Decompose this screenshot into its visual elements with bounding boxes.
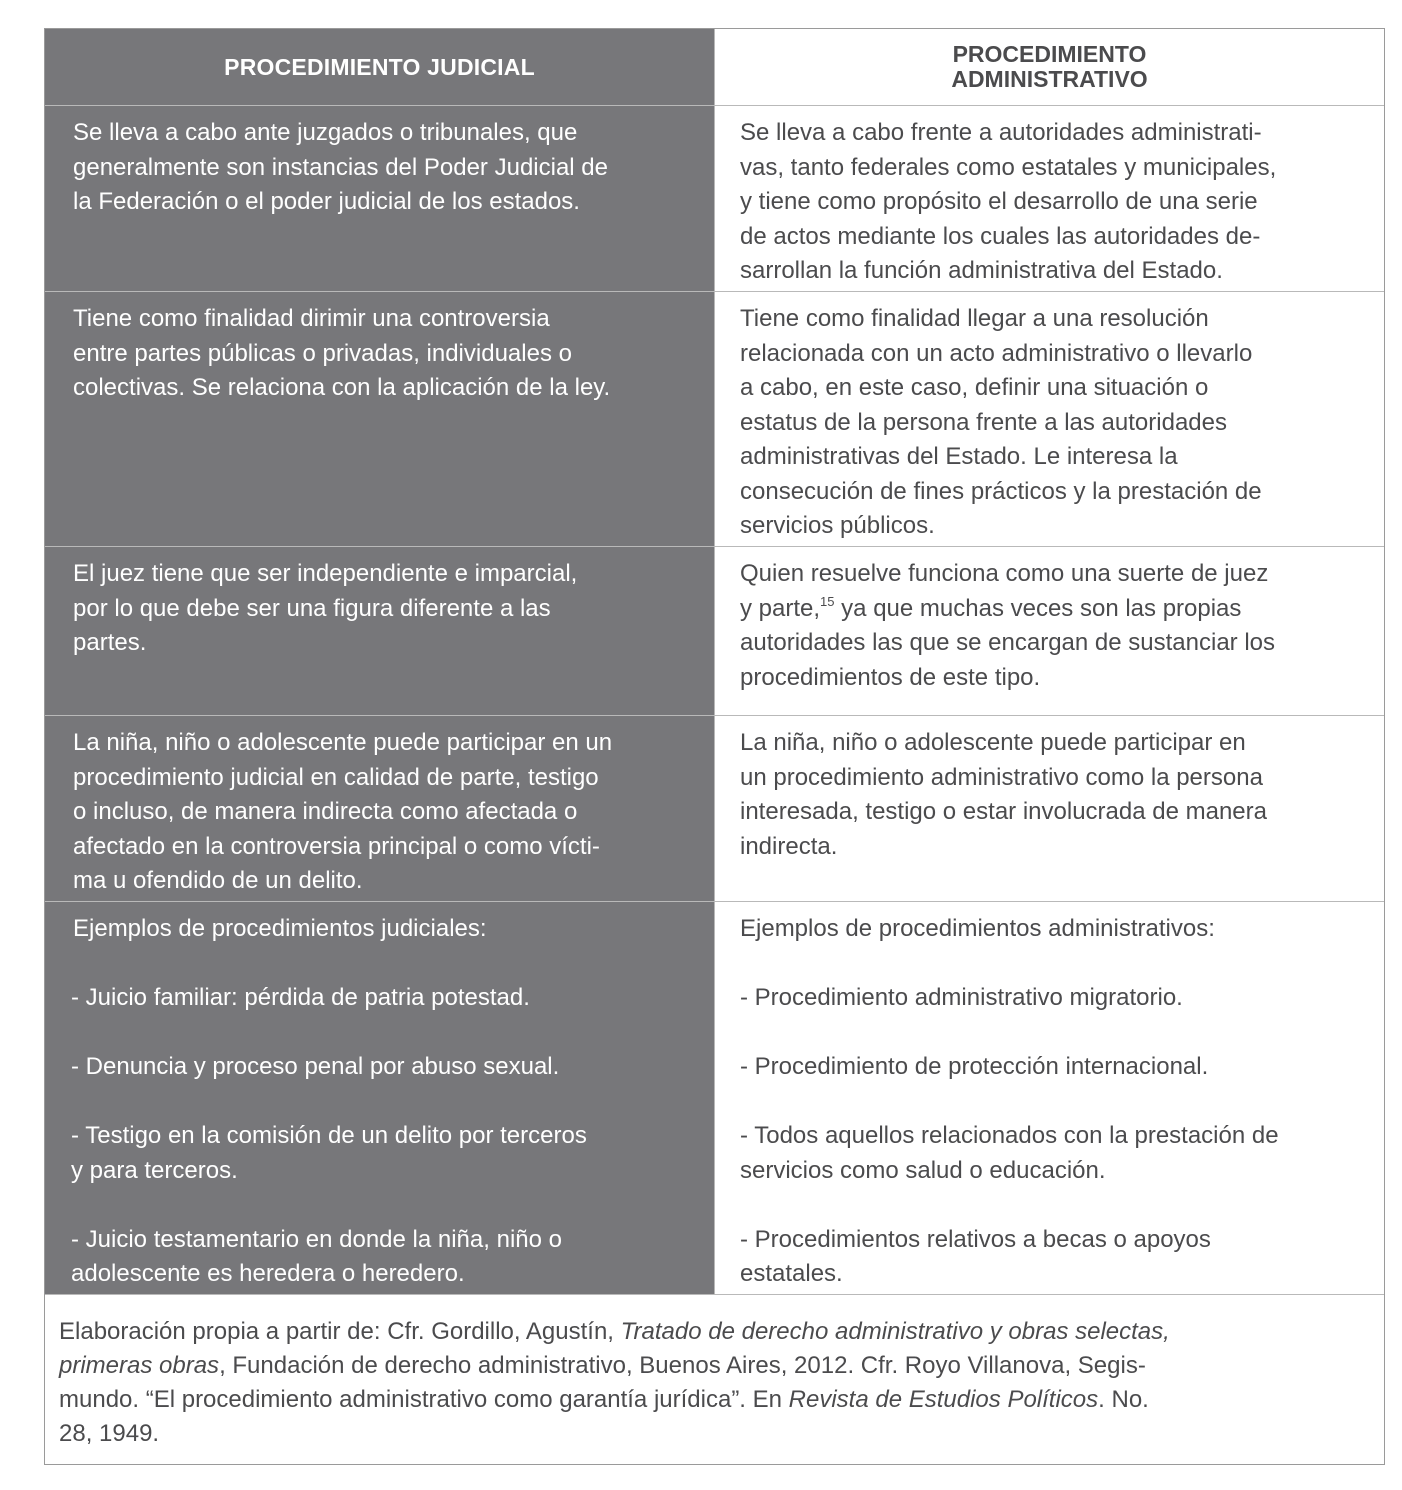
cell-text-line: estatus de la persona frente a las autoridades bbox=[740, 408, 1227, 436]
table-row bbox=[45, 292, 1384, 546]
example-item: - Juicio familiar: pérdida de patria potestad. bbox=[71, 984, 530, 1011]
cell-text-line: afectado en la controversia principal o como vícti- bbox=[73, 832, 600, 860]
administrative-cell bbox=[715, 292, 1384, 546]
header-admin-line2: ADMINISTRATIVO bbox=[951, 66, 1148, 92]
cell-text-line: entre partes públicas o privadas, individuales o bbox=[73, 339, 572, 367]
cell-text-line: por lo que debe ser una figura diferente a las bbox=[73, 594, 551, 622]
cell-text-line: Se lleva a cabo ante juzgados o tribunales, que bbox=[73, 119, 578, 146]
judicial-cell bbox=[45, 106, 715, 291]
judicial-cell bbox=[45, 292, 715, 546]
source-text: . No. bbox=[1098, 1386, 1149, 1413]
example-item: - Procedimiento administrativo migratorio. bbox=[740, 984, 1183, 1011]
judicial-cell bbox=[45, 716, 715, 901]
cell-text-line: administrativas del Estado. Le interesa la bbox=[740, 443, 1178, 470]
cell-text-line: y tiene como propósito el desarrollo de una serie bbox=[740, 188, 1258, 215]
source-text: Elaboración propia a partir de: Cfr. Gordillo, Agustín, bbox=[59, 1318, 621, 1345]
example-item: - Testigo en la comisión de un delito por terceros bbox=[71, 1122, 587, 1149]
table-header-row bbox=[45, 29, 1384, 105]
example-item: estatales. bbox=[740, 1260, 843, 1287]
cell-text-line: procedimientos de este tipo. bbox=[740, 663, 1041, 691]
source-title-italic: Tratado de derecho administrativo y obras selectas, bbox=[620, 1318, 1170, 1345]
administrative-cell bbox=[715, 716, 1384, 901]
source-text: mundo. “El procedimiento administrativo como garantía jurídica”. En bbox=[59, 1386, 789, 1413]
cell-text-line: Tiene como finalidad dirimir una controversia bbox=[73, 305, 550, 332]
cell-text-line: Se lleva a cabo frente a autoridades administrati- bbox=[740, 119, 1262, 146]
header-administrative bbox=[715, 29, 1384, 105]
cell-text-line: servicios públicos. bbox=[740, 512, 935, 539]
cell-text-line: la Federación o el poder judicial de los estados. bbox=[73, 188, 580, 215]
cell-text-line: indirecta. bbox=[740, 832, 838, 860]
source-journal-italic: Revista de Estudios Políticos bbox=[788, 1386, 1099, 1413]
footnote-marker: 15 bbox=[820, 593, 835, 609]
cell-text-line: sarrollan la función administrativa del Estado. bbox=[740, 257, 1223, 284]
cell-text-line: vas, tanto federales como estatales y municipales, bbox=[740, 153, 1277, 181]
administrative-cell bbox=[715, 106, 1384, 291]
example-item: servicios como salud o educación. bbox=[740, 1156, 1106, 1184]
cell-text-line: interesada, testigo o estar involucrada de manera bbox=[740, 798, 1267, 825]
example-item: adolescente es heredera o heredero. bbox=[71, 1260, 465, 1287]
source-text: 28, 1949. bbox=[59, 1420, 160, 1447]
header-admin-line1: PROCEDIMIENTO bbox=[952, 41, 1147, 67]
source-text: , Fundación de derecho administrativo, Buenos Aires, 2012. Cfr. Royo Villanova, Segis- bbox=[219, 1352, 1146, 1379]
examples-title: Ejemplos de procedimientos judiciales: bbox=[73, 915, 487, 942]
cell-text-fragment: y parte, bbox=[740, 594, 821, 622]
comparison-table bbox=[44, 28, 1385, 1465]
cell-text-line: La niña, niño o adolescente puede participar en un bbox=[73, 729, 613, 756]
source-note bbox=[45, 1295, 1384, 1451]
administrative-cell bbox=[715, 547, 1384, 715]
example-item: - Procedimientos relativos a becas o apoyos bbox=[740, 1225, 1211, 1253]
cell-text-fragment: ya que muchas veces son las propias bbox=[834, 594, 1242, 622]
cell-text-line: un procedimiento administrativo como la persona bbox=[740, 763, 1263, 791]
cell-text-line: consecución de fines prácticos y la prestación de bbox=[740, 477, 1262, 505]
examples-row bbox=[45, 902, 1384, 1294]
table-row bbox=[45, 106, 1384, 291]
example-item: - Denuncia y proceso penal por abuso sexual. bbox=[71, 1053, 560, 1080]
cell-text-line: Tiene como finalidad llegar a una resolución bbox=[740, 305, 1209, 332]
header-judicial-label: PROCEDIMIENTO JUDICIAL bbox=[224, 53, 535, 80]
cell-text-line: generalmente son instancias del Poder Judicial de bbox=[73, 153, 608, 181]
cell-text-line: Quien resuelve funciona como una suerte de juez bbox=[740, 560, 1269, 587]
cell-text-line: o incluso, de manera indirecta como afectada o bbox=[73, 798, 578, 825]
example-item: - Juicio testamentario en donde la niña, niño o bbox=[71, 1225, 562, 1253]
cell-text-line: a cabo, en este caso, definir una situación o bbox=[740, 374, 1209, 401]
cell-text-line: colectivas. Se relaciona con la aplicación de la ley. bbox=[73, 374, 611, 401]
example-item: - Todos aquellos relacionados con la prestación de bbox=[740, 1122, 1279, 1149]
example-item: y para terceros. bbox=[71, 1156, 238, 1184]
judicial-cell bbox=[45, 547, 715, 715]
source-title-italic: primeras obras bbox=[59, 1352, 220, 1379]
judicial-examples-cell bbox=[45, 902, 715, 1294]
cell-text-line: relacionada con un acto administrativo o llevarlo bbox=[740, 339, 1253, 367]
cell-text-line: ma u ofendido de un delito. bbox=[73, 867, 363, 894]
cell-text-line: procedimiento judicial en calidad de parte, testigo bbox=[73, 763, 599, 791]
cell-text-line: autoridades las que se encargan de sustanciar los bbox=[740, 629, 1276, 656]
table-row bbox=[45, 547, 1384, 715]
cell-text-line: La niña, niño o adolescente puede participar en bbox=[740, 729, 1246, 756]
header-judicial bbox=[45, 29, 715, 105]
cell-text-line: partes. bbox=[73, 629, 147, 656]
administrative-examples-cell bbox=[715, 902, 1384, 1294]
cell-text-line bbox=[740, 592, 1376, 627]
example-item: - Procedimiento de protección internacional. bbox=[740, 1053, 1209, 1080]
table-row bbox=[45, 716, 1384, 901]
cell-text-line: de actos mediante los cuales las autoridades de- bbox=[740, 222, 1261, 250]
cell-text-line: El juez tiene que ser independiente e imparcial, bbox=[73, 560, 578, 587]
examples-title: Ejemplos de procedimientos administrativos: bbox=[740, 915, 1215, 942]
